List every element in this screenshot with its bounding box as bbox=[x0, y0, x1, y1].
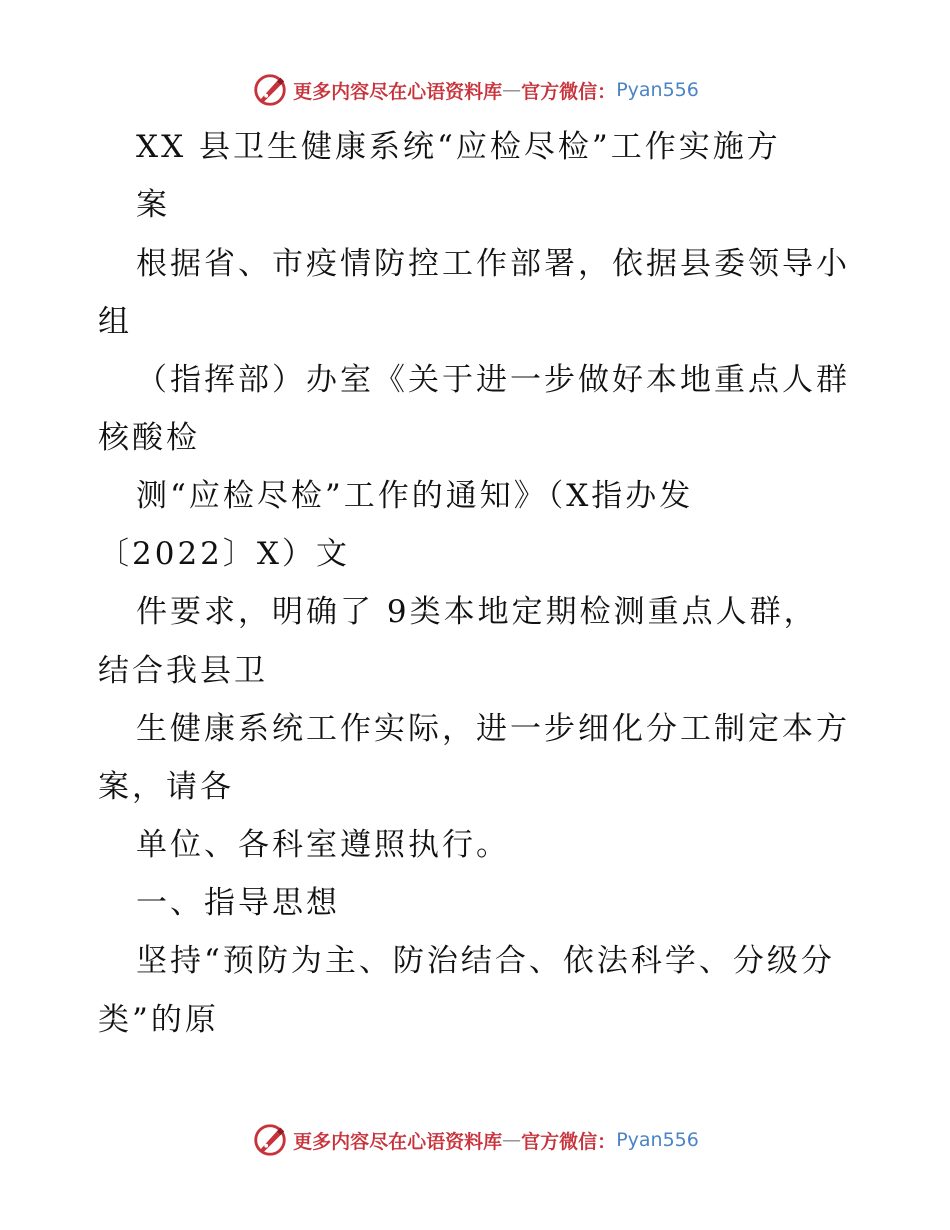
paragraph-line: 核酸检 bbox=[98, 420, 200, 456]
contact-label: 官方微信： bbox=[521, 80, 617, 103]
paragraph-line: 〔2022〕X）文 bbox=[98, 536, 350, 572]
paragraph-line: 生健康系统工作实际，进一步细化分工制定本方 bbox=[136, 711, 850, 747]
paragraph-line: 案，请各 bbox=[98, 769, 234, 805]
section-heading: 一、指导思想 bbox=[136, 885, 340, 921]
paragraph-line: 坚持“预防为主、防治结合、依法科学、分级分 bbox=[136, 943, 835, 979]
paragraph-line: 测“应检尽检”工作的通知》（X指办发 bbox=[136, 478, 694, 514]
document-title-line-1: XX 县卫生健康系统“应检尽检”工作实施方 bbox=[136, 129, 781, 165]
paragraph-line: （指挥部）办室《关于进一步做好本地重点人群 bbox=[136, 362, 850, 398]
paragraph-line: 组 bbox=[98, 304, 132, 340]
contact-id: Pyan556 bbox=[616, 1129, 699, 1151]
paragraph-line: 类”的原 bbox=[98, 1002, 219, 1038]
paragraph-line: 根据省、市疫情防控工作部署，依据县委领导小 bbox=[136, 246, 850, 282]
paragraph-line: 结合我县卫 bbox=[98, 653, 268, 689]
banner-dash: — bbox=[502, 79, 522, 101]
fountain-pen-logo-icon bbox=[251, 1121, 289, 1159]
footer-watermark-banner bbox=[0, 1120, 950, 1160]
paragraph-line: 单位、各科室遵照执行。 bbox=[136, 827, 510, 863]
header-watermark-banner bbox=[0, 70, 950, 110]
fountain-pen-logo-icon bbox=[251, 71, 289, 109]
contact-label: 官方微信： bbox=[521, 1130, 617, 1153]
contact-id: Pyan556 bbox=[616, 79, 699, 101]
banner-dash: — bbox=[502, 1129, 522, 1151]
document-title-line-2: 案 bbox=[136, 187, 170, 223]
brand-text: 更多内容尽在心语资料库 bbox=[293, 1130, 503, 1153]
paragraph-line: 件要求，明确了 9类本地定期检测重点人群， bbox=[136, 594, 818, 630]
brand-text: 更多内容尽在心语资料库 bbox=[293, 80, 503, 103]
